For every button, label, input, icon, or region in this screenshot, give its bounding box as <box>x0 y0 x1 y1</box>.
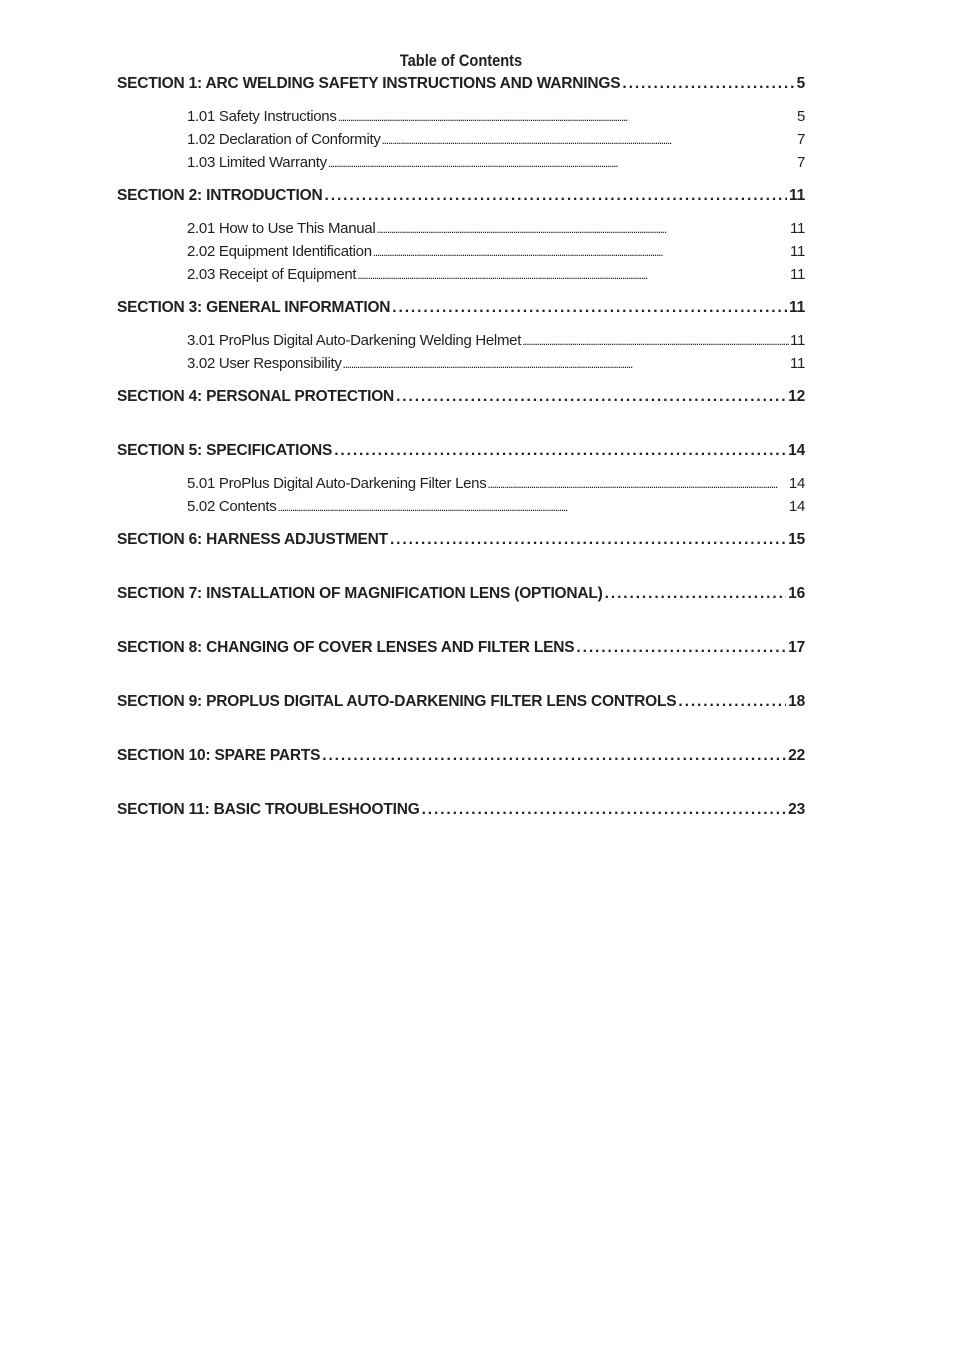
page-number: 22 <box>788 747 805 764</box>
page-number: 12 <box>788 388 805 405</box>
dot-leader <box>343 352 789 375</box>
subsection-title: 1.03 Limited Warranty <box>187 154 327 171</box>
dot-leader <box>390 528 786 552</box>
toc-subsection-entry[interactable] <box>187 105 805 128</box>
dot-leader <box>328 151 796 174</box>
toc-section-11 <box>117 798 805 822</box>
page-number: 14 <box>788 442 805 459</box>
dot-leader <box>396 385 786 409</box>
section-title: SECTION 3: GENERAL INFORMATION <box>117 299 391 316</box>
page-number: 11 <box>789 187 805 204</box>
page-number: 17 <box>788 639 805 656</box>
page-number: 23 <box>788 801 805 818</box>
toc-subsection-entry[interactable] <box>187 329 805 352</box>
dot-leader <box>576 636 786 660</box>
toc-page <box>117 50 805 832</box>
page-number: 14 <box>788 475 805 492</box>
toc-section-entry[interactable] <box>117 528 805 552</box>
page-number: 7 <box>796 154 805 171</box>
toc-section-5 <box>117 439 805 518</box>
dot-leader <box>278 495 788 518</box>
section-title: SECTION 6: HARNESS ADJUSTMENT <box>117 531 388 548</box>
page-number: 11 <box>790 243 805 260</box>
dot-leader <box>622 72 794 96</box>
section-title: SECTION 11: BASIC TROUBLESHOOTING <box>117 801 420 818</box>
page-number: 11 <box>790 266 805 283</box>
dot-leader <box>392 296 787 320</box>
toc-subsection-entry[interactable] <box>187 263 805 286</box>
page-number: 14 <box>788 498 805 515</box>
toc-subsection-entry[interactable] <box>187 472 805 495</box>
toc-section-1 <box>117 72 805 174</box>
section-title: SECTION 9: PROPLUS DIGITAL AUTO-DARKENING FILTER LENS CONTROLS <box>117 693 677 710</box>
toc-section-entry[interactable] <box>117 744 805 768</box>
toc-section-entry[interactable] <box>117 636 805 660</box>
subsection-title: 1.02 Declaration of Conformity <box>187 131 381 148</box>
dot-leader <box>373 240 789 263</box>
toc-section-entry[interactable] <box>117 582 805 606</box>
dot-leader <box>522 329 789 352</box>
section-title: SECTION 8: CHANGING OF COVER LENSES AND FILTER LENS <box>117 639 575 656</box>
section-title: SECTION 5: SPECIFICATIONS <box>117 442 333 459</box>
toc-subsection-entry[interactable] <box>187 495 805 518</box>
toc-section-8 <box>117 636 805 680</box>
toc-subsection-entry[interactable] <box>187 128 805 151</box>
page-number: 15 <box>788 531 805 548</box>
toc-section-entry[interactable] <box>117 296 805 320</box>
subsection-title: 2.02 Equipment Identification <box>187 243 372 260</box>
toc-section-9 <box>117 690 805 734</box>
toc-section-6 <box>117 528 805 572</box>
section-title: SECTION 10: SPARE PARTS <box>117 747 321 764</box>
toc-section-entry[interactable] <box>117 385 805 409</box>
toc-section-10 <box>117 744 805 788</box>
subsection-title: 2.01 How to Use This Manual <box>187 220 376 237</box>
page-number: 11 <box>790 355 805 372</box>
toc-section-entry[interactable] <box>117 439 805 463</box>
subsection-title: 3.01 ProPlus Digital Auto-Darkening Welding Helmet <box>187 332 522 349</box>
page-number: 7 <box>796 131 805 148</box>
dot-leader <box>422 798 787 822</box>
dot-leader <box>605 582 787 606</box>
subsection-title: 3.02 User Responsibility <box>187 355 342 372</box>
page-number: 16 <box>788 585 805 602</box>
subsection-title: 1.01 Safety Instructions <box>187 108 337 125</box>
toc-section-entry[interactable] <box>117 184 805 208</box>
subsection-title: 2.03 Receipt of Equipment <box>187 266 357 283</box>
section-title: SECTION 2: INTRODUCTION <box>117 187 323 204</box>
toc-subsection-entry[interactable] <box>187 217 805 240</box>
page-number: 5 <box>796 108 805 125</box>
subsection-title: 5.02 Contents <box>187 498 277 515</box>
toc-subsection-entry[interactable] <box>187 151 805 174</box>
page-number: 11 <box>790 332 805 349</box>
toc-section-2 <box>117 184 805 286</box>
toc-subsection-entry[interactable] <box>187 352 805 375</box>
subsection-title: 5.01 ProPlus Digital Auto-Darkening Filter Lens <box>187 475 487 492</box>
toc-section-7 <box>117 582 805 626</box>
toc-subsection-entry[interactable] <box>187 240 805 263</box>
dot-leader <box>487 472 788 495</box>
dot-leader <box>322 744 786 768</box>
section-title: SECTION 7: INSTALLATION OF MAGNIFICATION LENS (OPTIONAL) <box>117 585 603 602</box>
page-number: 11 <box>789 299 805 316</box>
toc-section-3 <box>117 296 805 375</box>
toc-section-entry[interactable] <box>117 72 805 96</box>
dot-leader <box>338 105 796 128</box>
dot-leader <box>325 184 787 208</box>
dot-leader <box>382 128 796 151</box>
toc-title: Table of Contents <box>399 51 523 70</box>
dot-leader <box>334 439 786 463</box>
section-title: SECTION 1: ARC WELDING SAFETY INSTRUCTIONS AND WARNINGS <box>117 75 621 92</box>
page-number: 11 <box>790 220 805 237</box>
toc-section-entry[interactable] <box>117 798 805 822</box>
dot-leader <box>376 217 789 240</box>
page-number: 18 <box>788 693 805 710</box>
toc-section-entry[interactable] <box>117 690 805 714</box>
toc-section-4 <box>117 385 805 429</box>
dot-leader <box>357 263 789 286</box>
page-number: 5 <box>796 75 805 92</box>
dot-leader <box>678 690 786 714</box>
section-title: SECTION 4: PERSONAL PROTECTION <box>117 388 395 405</box>
